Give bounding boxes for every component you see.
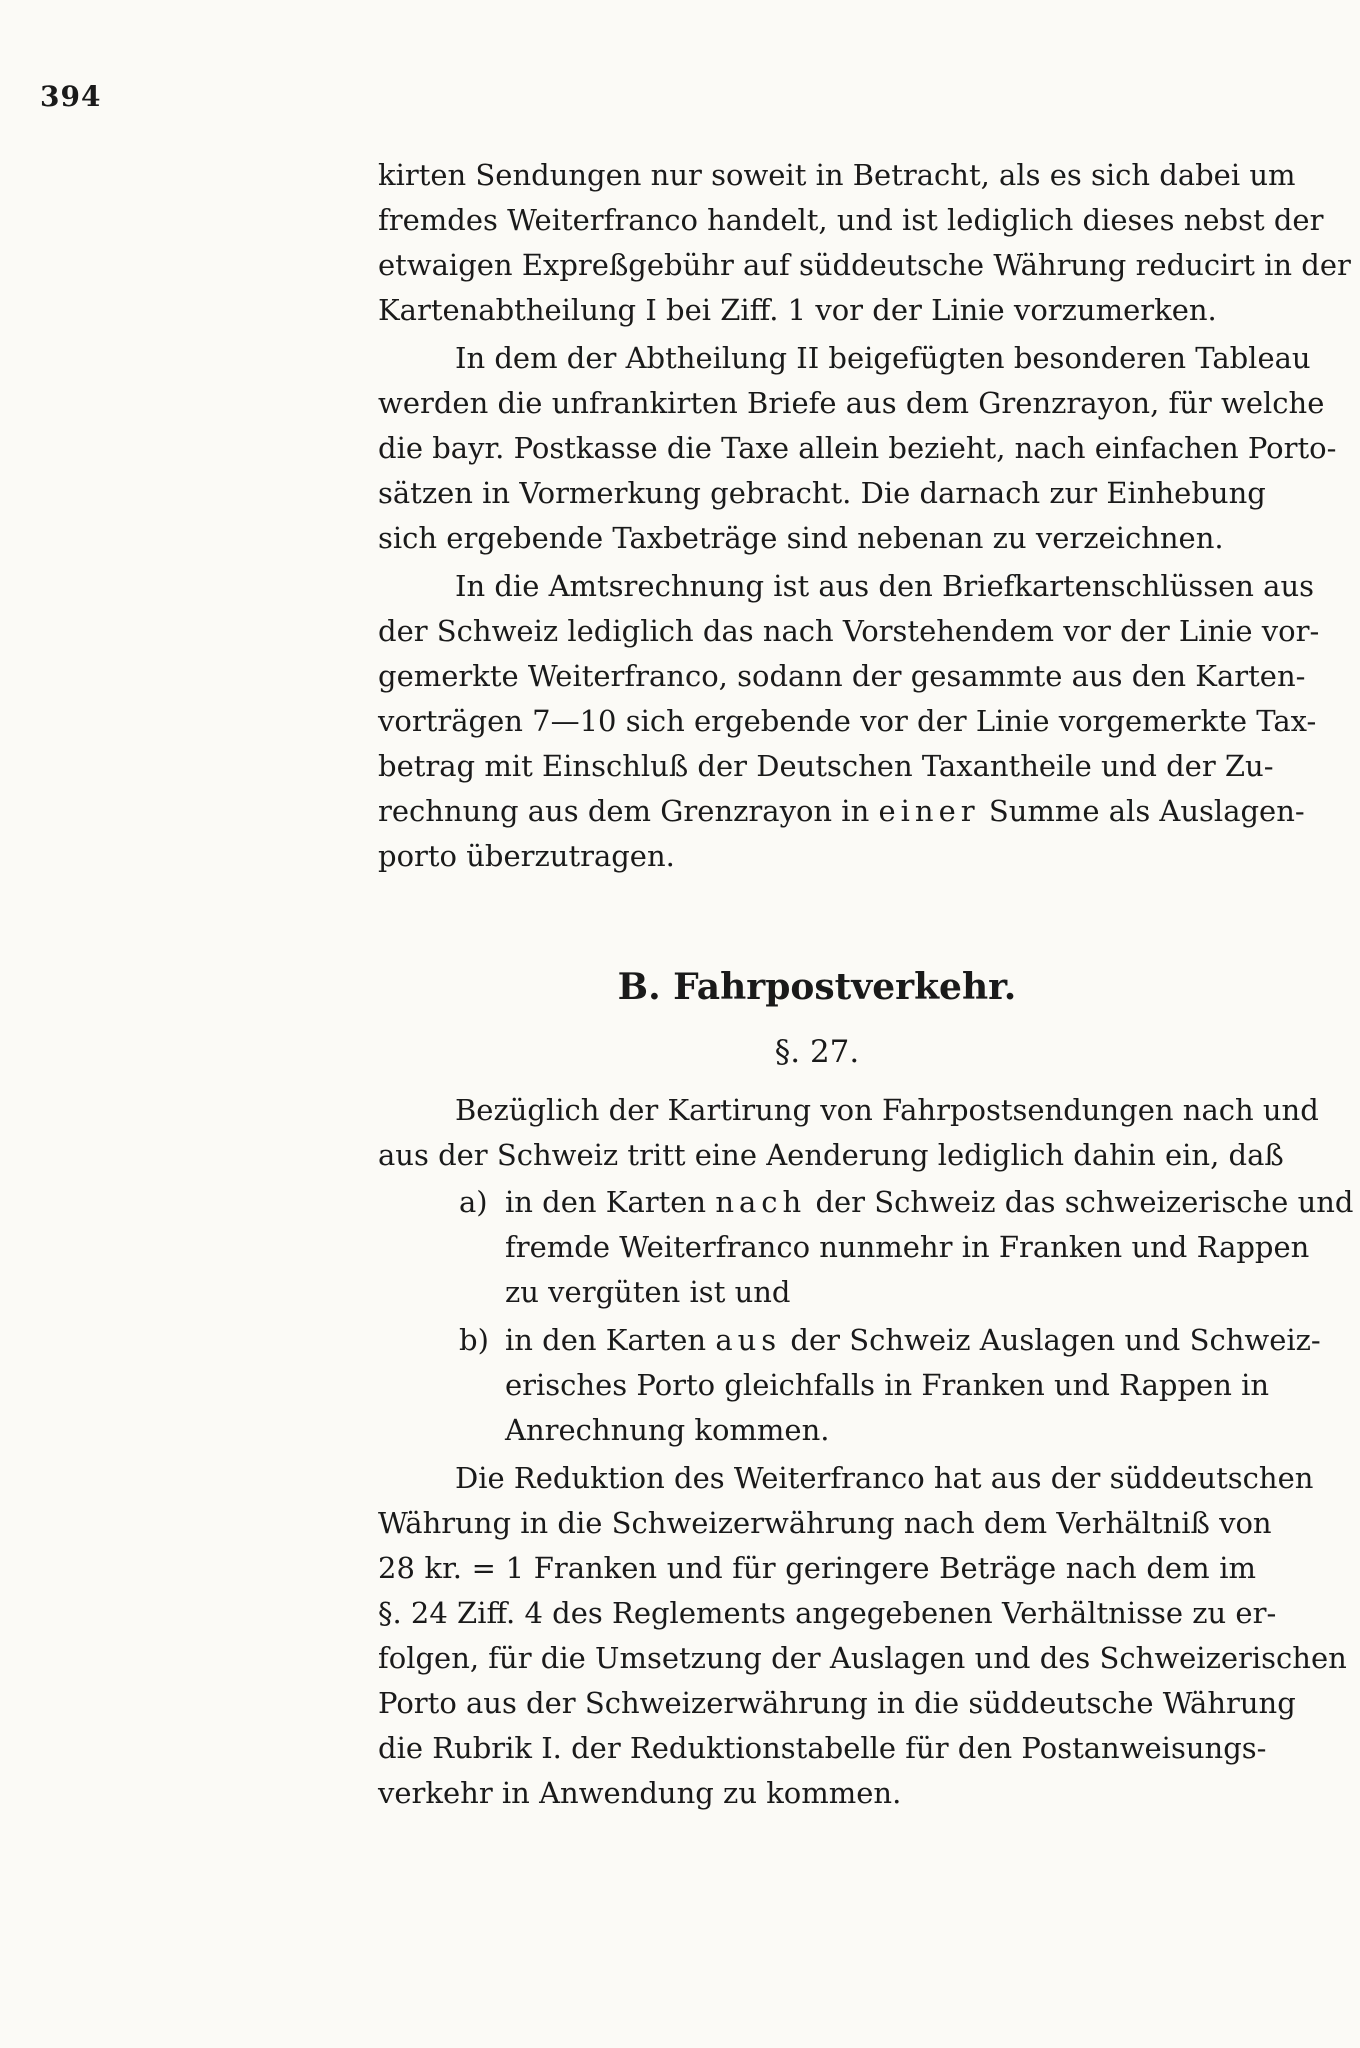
text-segment: der Schweiz Auslagen und Schweiz- <box>790 1323 1321 1357</box>
text-line: In die Amtsrechnung ist aus den Briefkartenschlüssen aus <box>455 569 1315 603</box>
list-item-line: zu vergüten ist und <box>505 1275 791 1309</box>
text-line: 28 kr. = 1 Franken und für geringere Beträge nach dem im <box>378 1551 1256 1585</box>
text-line: Porto aus der Schweizerwährung in die süddeutsche Währung <box>378 1686 1296 1720</box>
text-line: die Rubrik I. der Reduktionstabelle für den Postanweisungs- <box>378 1731 1267 1765</box>
text-segment: in den Karten <box>505 1323 707 1357</box>
paragraph-number: §. 27. <box>774 1034 860 1070</box>
text-line: die bayr. Postkasse die Taxe allein bezieht, nach einfachen Porto- <box>378 431 1337 465</box>
text-line: fremdes Weiterfranco handelt, und ist lediglich dieses nebst der <box>378 203 1324 237</box>
list-item-line <box>505 1180 1354 1224</box>
text-line: werden die unfrankirten Briefe aus dem Grenzrayon, für welche <box>378 386 1325 420</box>
text-line: §. 24 Ziff. 4 des Reglements angegebenen Verhältnisse zu er- <box>378 1596 1277 1630</box>
text-segment: rechnung aus dem Grenzrayon in <box>378 794 870 828</box>
text-segment: der Schweiz das schweizerische und <box>815 1185 1354 1219</box>
text-line: sich ergebende Taxbeträge sind nebenan zu verzeichnen. <box>378 521 1224 555</box>
list-item-line: fremde Weiterfranco nunmehr in Franken und Rappen <box>505 1230 1310 1264</box>
text-line: Die Reduktion des Weiterfranco hat aus der süddeutschen <box>455 1461 1314 1495</box>
list-item-label: b) <box>459 1323 489 1357</box>
text-line: der Schweiz lediglich das nach Vorstehendem vor der Linie vor- <box>378 614 1320 648</box>
text-line: aus der Schweiz tritt eine Aenderung lediglich dahin ein, daß <box>378 1138 1284 1172</box>
page-number: 394 <box>40 80 102 113</box>
emphasis-text: aus <box>715 1323 782 1357</box>
list-item-line: erisches Porto gleichfalls in Franken und Rappen in <box>505 1368 1270 1402</box>
text-line: Kartenabtheilung I bei Ziff. 1 vor der Linie vorzumerken. <box>378 293 1217 327</box>
section-heading: B. Fahrpostverkehr. <box>617 966 1017 1008</box>
text-segment: in den Karten <box>505 1185 707 1219</box>
list-item-line: Anrechnung kommen. <box>505 1413 830 1447</box>
text-line: betrag mit Einschluß der Deutschen Taxantheile und der Zu- <box>378 749 1274 783</box>
text-segment: Summe als Auslagen- <box>988 794 1305 828</box>
text-line <box>378 789 1305 833</box>
list-item-label: a) <box>459 1185 488 1219</box>
text-line: sätzen in Vormerkung gebracht. Die darnach zur Einhebung <box>378 476 1266 510</box>
text-line: folgen, für die Umsetzung der Auslagen und des Schweizerischen <box>378 1641 1347 1675</box>
text-line: vorträgen 7—10 sich ergebende vor der Linie vorgemerkte Tax- <box>378 704 1317 738</box>
text-line: Bezüglich der Kartirung von Fahrpostsendungen nach und <box>455 1093 1319 1127</box>
emphasis-text: nach <box>715 1185 807 1219</box>
text-line: porto überzutragen. <box>378 839 675 873</box>
text-line: kirten Sendungen nur soweit in Betracht, als es sich dabei um <box>378 158 1296 192</box>
text-line: verkehr in Anwendung zu kommen. <box>378 1776 902 1810</box>
text-line: In dem der Abtheilung II beigefügten besonderen Tableau <box>455 341 1311 375</box>
text-line: Währung in die Schweizerwährung nach dem Verhältniß von <box>378 1506 1272 1540</box>
emphasis-text: einer <box>878 794 980 828</box>
text-line: gemerkte Weiterfranco, sodann der gesammte aus den Karten- <box>378 659 1306 693</box>
list-item-line <box>505 1318 1321 1362</box>
text-line: etwaigen Expreßgebühr auf süddeutsche Währung reducirt in der <box>378 248 1351 282</box>
